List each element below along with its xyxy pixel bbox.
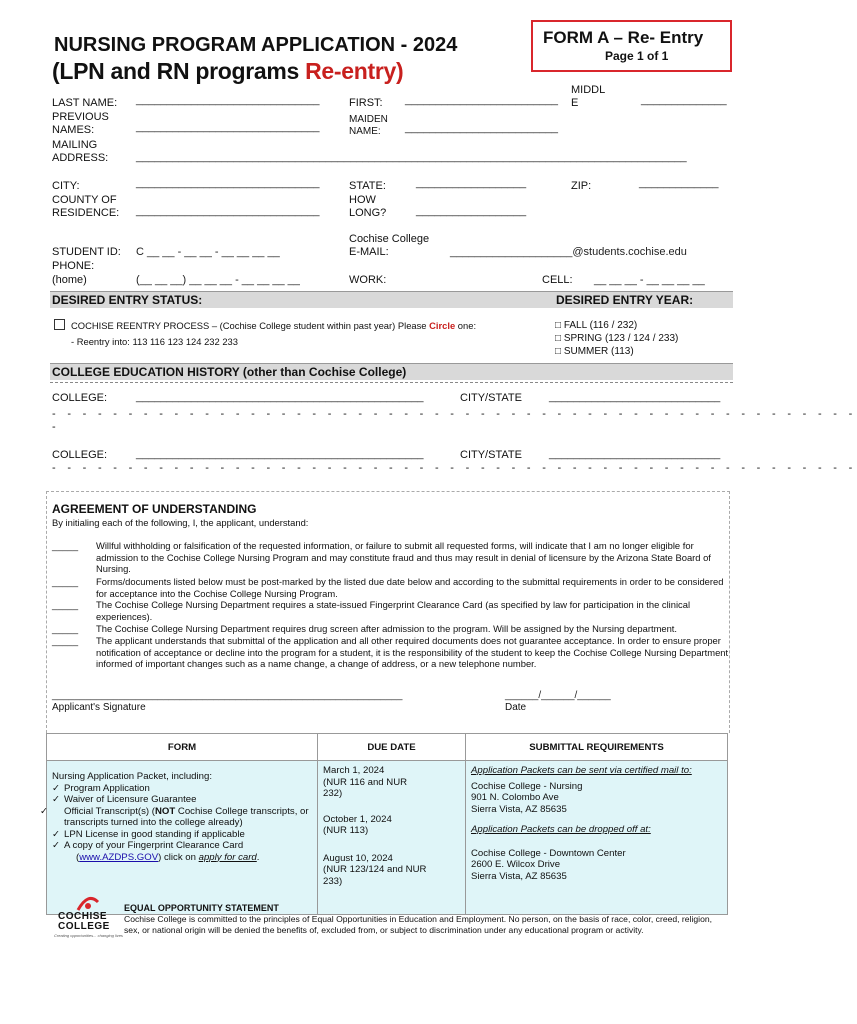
page-title: NURSING PROGRAM APPLICATION - 2024 (54, 34, 458, 56)
previous-names-input[interactable]: ______________________________ (136, 121, 320, 133)
zip-label: ZIP: (571, 180, 592, 192)
reentry-course-options[interactable]: - Reentry into: 113 116 123 124 232 233 (71, 336, 238, 347)
term-option-spring[interactable]: □ SPRING (123 / 124 / 233) (555, 333, 679, 344)
college-2-input[interactable]: _______________________________________________ (136, 448, 424, 460)
agreement-item: _____ The Cochise College Nursing Department requires a state-issued Fingerprint Clearance Card (as specified by law for participation in the clinical experiences). (52, 599, 691, 622)
signature-input[interactable]: _______________________________________________________________ (52, 690, 403, 701)
logo-swoosh-icon (76, 896, 100, 912)
initial-blank[interactable]: _____ (52, 540, 79, 551)
student-id-label: STUDENT ID: (52, 246, 121, 258)
logo-text-college: COLLEGE (58, 921, 110, 932)
due-date-1: March 1, 2024 (NUR 116 and NUR 232) (323, 765, 408, 799)
term-checkbox-icon: □ (555, 320, 564, 331)
middle-label-a: MIDDL (571, 84, 606, 96)
checkmark-icon: ✓ (52, 828, 61, 840)
state-label: STATE: (349, 180, 386, 192)
city-input[interactable]: ______________________________ (136, 177, 320, 189)
table-header-due-date: DUE DATE (318, 734, 466, 761)
cochise-email-label-a: Cochise College (349, 233, 430, 245)
agreement-title: AGREEMENT OF UNDERSTANDING (52, 502, 257, 516)
last-name-label: LAST NAME: (52, 97, 118, 109)
form-cell (40, 761, 318, 915)
term-option-summer[interactable]: □ SUMMER (113) (555, 346, 634, 357)
first-name-input[interactable]: _________________________ (405, 94, 558, 106)
how-long-label-b: LONG? (349, 207, 387, 219)
agreement-item: _____ The Cochise College Nursing Department requires drug screen after admission to the program. Will be assigned by the Nursing department. (52, 623, 678, 634)
reentry-checkbox[interactable] (54, 319, 65, 330)
form-item: ✓ Official Transcript(s) (NOT Cochise College transcripts, or transcripts turned into the college already) (40, 805, 309, 828)
reentry-circle-word: Circle (429, 320, 456, 331)
checkmark-icon: ✓ (52, 782, 61, 794)
checkmark-icon: ✓ (52, 840, 61, 851)
initial-blank[interactable]: _____ (52, 635, 79, 646)
form-item: ✓ LPN License in good standing if applicable (52, 828, 245, 840)
initial-blank[interactable]: _____ (52, 576, 79, 587)
state-input[interactable]: __________________ (416, 177, 527, 189)
city-state-2-label: CITY/STATE (460, 449, 522, 461)
eo-text: Cochise College is committed to the principles of Equal Opportunities in Education and Employment. No person, on the basis of race, color, creed, religion, sex, or national origin will be denied the benefits of, excluded from, or subject to discrimination under any educational program or activity. (124, 914, 713, 935)
cell-phone-label: CELL: (542, 274, 573, 286)
logo-tagline: Creating opportunities... changing lives (54, 933, 123, 938)
phone-label-b: (home) (52, 274, 87, 286)
form-item: ✓ A copy of your Fingerprint Clearance Card (52, 840, 244, 851)
mail-address: Cochise College - Nursing 901 N. Colombo Ave Sierra Vista, AZ 85635 (471, 780, 583, 815)
azdps-link[interactable]: www.AZDPS.GOV (79, 851, 159, 863)
cochise-email-label-b: E-MAIL: (349, 246, 389, 258)
cochise-email-input[interactable]: ____________________@students.cochise.edu (450, 246, 687, 258)
subtitle-reentry: Re-entry) (305, 58, 404, 84)
table-header-requirements: SUBMITTAL REQUIREMENTS (466, 734, 728, 761)
table-header-form: FORM (47, 734, 318, 761)
college-1-label: COLLEGE: (52, 392, 108, 404)
county-label-a: COUNTY OF (52, 194, 117, 206)
reentry-text-a: COCHISE REENTRY PROCESS – (Cochise College student within past year) Please (71, 320, 430, 331)
work-phone-label: WORK: (349, 274, 387, 286)
subtitle-programs: (LPN and RN programs (52, 58, 306, 84)
due-date-2: October 1, 2024 (NUR 113) (323, 813, 392, 836)
college-1-input[interactable]: _______________________________________________ (136, 391, 424, 403)
city-state-1-input[interactable]: ____________________________ (549, 391, 721, 403)
entry-status-title: DESIRED ENTRY STATUS: (52, 293, 203, 307)
term-option-fall[interactable]: □ FALL (116 / 232) (555, 320, 638, 331)
agreement-intro: By initialing each of the following, I, the applicant, understand: (52, 517, 309, 528)
checkmark-icon: ✓ (40, 805, 49, 817)
home-phone-input[interactable]: (__ __ __) __ __ __ - __ __ __ __ (136, 274, 300, 286)
fingerprint-instructions: (www.AZDPS.GOV) click on apply for card. (76, 851, 260, 863)
dash-separator-tail: - (52, 421, 56, 433)
dash-separator: - - - - - - - - - - - - - - - - - - - - - - - - - - - - - - - - - - - - - - - - - - - - - - - - - - - - - (52, 462, 857, 474)
agreement-item: _____ Forms/documents listed below must be post-marked by the listed due date below and according to the submittal requirements in order to be considered for acceptance into the Cochise College Nursing Program. (52, 576, 724, 599)
checkmark-icon: ✓ (52, 794, 61, 805)
agreement-item: _____ The applicant understands that submittal of the application and all other required documents does not guarantee acceptance. In order to ensure proper notification of acceptance or decline into the program for a student, it is the responsibility of the student to keep the Cochise College Nursing Department informed of important changes such as a name change, a change of address, or a new telephone number. (52, 635, 729, 669)
last-name-input[interactable]: ______________________________ (136, 94, 320, 106)
logo-text-cochise: COCHISE (58, 911, 108, 922)
dash-separator: - - - - - - - - - - - - - - - - - - - - - - - - - - - - - - - - - - - - - - - - - - - - - - - - - - - - - (52, 408, 857, 420)
date-label: Date (505, 702, 527, 713)
how-long-input[interactable]: __________________ (416, 205, 527, 217)
requirements-cell (466, 761, 728, 915)
due-date-3: August 10, 2024 (NUR 123/124 and NUR 233) (323, 852, 427, 887)
entry-status-header (50, 291, 733, 308)
reentry-text-b: one: (455, 320, 477, 331)
city-state-2-input[interactable]: ____________________________ (549, 448, 721, 460)
cell-phone-input[interactable]: __ __ __ - __ __ __ __ (594, 274, 705, 286)
form-id-title: FORM A – Re- Entry (543, 28, 704, 47)
mailing-address-input[interactable]: __________________________________________________________________________________________ (136, 151, 687, 163)
drop-address: Cochise College - Downtown Center 2600 E. Wilcox Drive Sierra Vista, AZ 85635 (471, 847, 626, 882)
maiden-name-input[interactable]: _________________________ (405, 122, 558, 134)
college-2-label: COLLEGE: (52, 449, 108, 461)
county-label-b: RESIDENCE: (52, 207, 120, 219)
page-subtitle (52, 58, 403, 85)
previous-names-label-b: NAMES: (52, 124, 95, 136)
initial-blank[interactable]: _____ (52, 599, 79, 610)
education-header (50, 363, 733, 380)
initial-blank[interactable]: _____ (52, 623, 79, 634)
mailing-label-b: ADDRESS: (52, 152, 109, 164)
reentry-text (71, 320, 476, 331)
cochise-logo (54, 896, 123, 942)
signature-label: Applicant's Signature (52, 702, 146, 713)
how-long-label-a: HOW (349, 194, 376, 206)
apply-for-card-link[interactable]: apply for card (198, 851, 257, 863)
county-input[interactable]: ______________________________ (136, 205, 320, 217)
city-label: CITY: (52, 180, 80, 192)
mailing-label-a: MAILING (52, 139, 98, 151)
drop-heading: Application Packets can be dropped off at: (471, 824, 651, 835)
date-input[interactable]: ______/______/______ (505, 690, 611, 701)
entry-year-title: DESIRED ENTRY YEAR: (556, 293, 694, 307)
form-intro: Nursing Application Packet, including: (52, 771, 212, 782)
agreement-item: _____ Willful withholding or falsification of the requested information, or failure to submit all requested forms, will indicate that I am no longer eligible for admission to the Cochise College Nursing Program and may constitute fraud and thus may result in denial of licensure by the Arizona State Board of Nursing. (52, 540, 711, 574)
form-page-number: Page 1 of 1 (605, 49, 669, 63)
divider (50, 382, 733, 383)
maiden-label-a: MAIDEN (349, 114, 388, 125)
zip-input[interactable]: _____________ (639, 177, 719, 189)
form-item: ✓ Waiver of Licensure Guarantee (52, 794, 197, 805)
form-id-box (531, 20, 732, 72)
middle-label-b: E (571, 97, 579, 109)
city-state-1-label: CITY/STATE (460, 392, 522, 404)
term-checkbox-icon: □ (555, 346, 564, 357)
middle-name-input[interactable]: ______________ (641, 94, 727, 106)
term-checkbox-icon: □ (555, 333, 564, 344)
phone-label-a: PHONE: (52, 260, 95, 272)
education-title: COLLEGE EDUCATION HISTORY (other than Cochise College) (52, 365, 407, 379)
previous-names-label-a: PREVIOUS (52, 111, 109, 123)
mail-heading: Application Packets can be sent via certified mail to: (471, 765, 692, 776)
eo-title: EQUAL OPPORTUNITY STATEMENT (124, 903, 279, 913)
form-item: ✓ Program Application (52, 782, 150, 794)
first-name-label: FIRST: (349, 97, 383, 109)
maiden-label-b: NAME: (349, 126, 381, 137)
student-id-input[interactable]: C __ __ - __ __ - __ __ __ __ (136, 246, 280, 258)
due-date-cell (318, 761, 466, 915)
submittal-table (40, 733, 728, 915)
not-emphasis: NOT (154, 805, 176, 817)
